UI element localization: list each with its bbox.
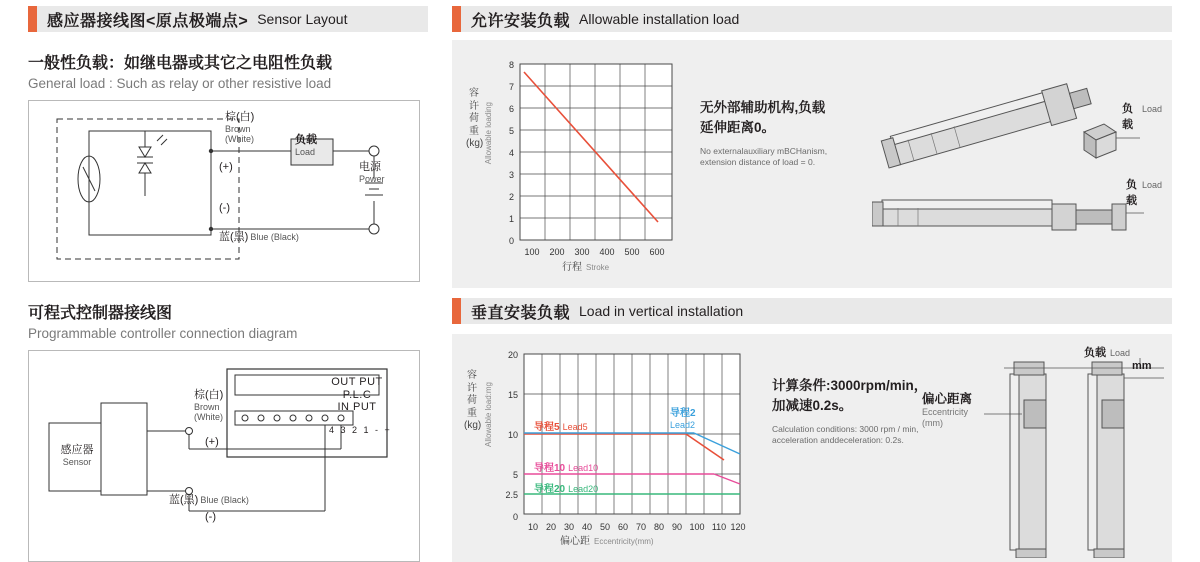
label-power-en: Power: [359, 173, 385, 184]
chart2-ylabel-en: Allowable load:mg: [484, 382, 493, 447]
actuator-load-cn-1: 负载: [1122, 103, 1133, 131]
label-blue-cn: 蓝(黑): [219, 231, 249, 243]
label-load: [295, 134, 317, 157]
svg-text:400: 400: [599, 247, 615, 257]
section-accent-bar-2: [452, 6, 461, 32]
eccentricity-unit: (mm): [922, 417, 943, 428]
legend-lead20: [534, 480, 598, 495]
allowable-load-chart-svg: [462, 50, 692, 280]
sensor-wiring-svg: [29, 101, 419, 281]
svg-text:30: 30: [563, 522, 575, 532]
label-power: [359, 161, 385, 184]
chart1-ylabel-ch1: 容: [469, 88, 479, 99]
actuator-illustrations: [872, 58, 1162, 268]
vertical-load-label: [1084, 344, 1130, 360]
vertical-load-cn: 负载: [1084, 347, 1106, 359]
load-charts-column: [452, 6, 1172, 562]
label-power-cn: 电源: [359, 161, 381, 173]
actuator-load-label-2: [1126, 176, 1162, 208]
vertical-load-en: Load: [1110, 348, 1131, 358]
vertical-actuator-illustration: [922, 344, 1170, 558]
chart2-xlabel: [560, 532, 654, 547]
label-plus: (+): [219, 161, 233, 173]
label-load-en: Load: [295, 146, 316, 157]
vertical-note-cn-2: 加减速0.2s。: [772, 398, 853, 414]
chart1-ylabel-ch4: 重: [469, 125, 479, 137]
allowable-load-note: [700, 98, 860, 168]
section-title-wrap-3: [461, 298, 1172, 324]
plc-brown-en1: Brown: [194, 401, 220, 412]
label-blue-en: Blue (Black): [250, 232, 299, 242]
allowable-note-cn-1: 无外部辅助机构,负载: [700, 100, 826, 115]
svg-text:300: 300: [574, 247, 590, 257]
vertical-load-panel: [452, 334, 1172, 562]
section-accent-bar-3: [452, 298, 461, 324]
label-brown-white: [225, 111, 254, 144]
label-load-cn: 负载: [295, 134, 317, 146]
actuator-load-en-2: Load: [1141, 180, 1162, 190]
svg-text:70: 70: [635, 522, 647, 532]
allowable-note-en-1: No externalauxiliary mBCHanism,: [700, 145, 828, 156]
chart1-ylabel-ch3: 荷: [469, 113, 479, 124]
plc-box-label: [297, 376, 417, 414]
svg-text:20: 20: [507, 350, 518, 360]
chart1-ylabel-en: Allowable loading: [484, 102, 493, 165]
chart1-ylabel-ch2: 许: [469, 100, 479, 112]
chart2-ylabel-cn: [464, 370, 480, 433]
plc-wiring-diagram: [28, 350, 420, 562]
plc-blue-en: Blue (Black): [200, 495, 249, 505]
legend-lead5-cn: 导程5: [534, 422, 560, 433]
chart2-xlabel-cn: 偏心距: [560, 536, 590, 547]
section-header-allowable-load: [452, 6, 1172, 32]
svg-text:1: 1: [508, 214, 514, 224]
svg-text:60: 60: [617, 522, 629, 532]
plc-label-blue: [169, 494, 249, 507]
sensor-layout-column: [28, 6, 428, 562]
svg-text:6: 6: [508, 104, 514, 114]
section-title-en: Sensor Layout: [257, 11, 348, 27]
vertical-note-en-2: acceleration anddeceleration: 0.2s.: [772, 434, 904, 445]
sensor-cn: 感应器: [60, 444, 94, 456]
svg-text:500: 500: [624, 247, 640, 257]
legend-lead20-cn: 导程20: [534, 484, 566, 495]
allowable-load-panel: [452, 40, 1172, 288]
chart1-ylabel-unit: (kg): [466, 138, 484, 149]
plc-label: P.L.C: [342, 388, 372, 401]
vertical-mm-label: mm: [1132, 360, 1152, 372]
actuator-load-label-1: [1122, 100, 1162, 132]
svg-text:0: 0: [512, 512, 518, 522]
svg-text:110: 110: [711, 522, 727, 532]
allowable-load-chart: [462, 50, 692, 280]
svg-text:5: 5: [512, 470, 518, 480]
eccentricity-cn: 偏心距离: [922, 392, 973, 406]
svg-text:7: 7: [508, 82, 514, 92]
section-title-cn-3: 垂直安装负载: [471, 304, 571, 322]
legend-lead5: [534, 418, 588, 433]
chart2-ylabel-ch3: 荷: [467, 395, 477, 406]
chart2-ylabel-ch4: 重: [467, 407, 477, 419]
vertical-load-chart: [462, 342, 762, 557]
actuator-load-cn-2: 负载: [1126, 179, 1137, 207]
legend-lead10-en: Lead10: [568, 463, 599, 473]
svg-text:120: 120: [730, 522, 746, 532]
label-minus: (-): [219, 202, 230, 214]
label-brown-cn: 棕(白): [225, 111, 255, 123]
allowable-note-en-2: extension distance of load = 0.: [700, 156, 816, 167]
legend-lead2-cn: 导程2: [670, 408, 696, 419]
plc-outlabel: OUT PUT: [331, 376, 383, 388]
svg-text:0: 0: [508, 236, 514, 246]
svg-text:50: 50: [599, 522, 611, 532]
plc-label-minus: (-): [205, 511, 216, 523]
plc-label-brown: [194, 389, 223, 422]
vertical-note-cn-1: 计算条件:3000rpm/min，: [772, 378, 928, 393]
plc-label-plus: (+): [205, 436, 219, 448]
svg-text:10: 10: [507, 430, 518, 440]
svg-text:5: 5: [508, 126, 514, 136]
chart1-ylabel-cn: [466, 88, 482, 151]
allowable-note-cn-2: 延伸距离0。: [700, 120, 776, 136]
eccentricity-en: Eccentricity: [922, 407, 969, 417]
legend-lead10: [534, 459, 598, 474]
vertical-actuator-svg: [964, 344, 1170, 558]
sensor-box-label: [55, 444, 99, 467]
section-header-sensor-layout: [28, 6, 428, 32]
section-title-wrap: [37, 6, 428, 32]
svg-text:200: 200: [549, 247, 565, 257]
svg-text:10: 10: [527, 522, 539, 532]
chart1-xlabel-cn: 行程: [562, 262, 582, 273]
label-brown-en2: (White): [225, 133, 254, 144]
plc-brown-cn: 棕(白): [194, 389, 224, 401]
chart2-ylabel-unit: (kg): [464, 420, 482, 431]
legend-lead2: [670, 408, 696, 430]
label-brown-en1: Brown: [225, 123, 251, 134]
chart2-xlabel-en: Eccentricity(mm): [594, 537, 654, 546]
section-title-en-2: Allowable installation load: [579, 11, 740, 27]
chart2-ylabel-ch1: 容: [467, 370, 477, 381]
general-load-title-en: General load : Such as relay or other resistive load: [28, 76, 332, 91]
svg-text:600: 600: [649, 247, 665, 257]
sensor-en: Sensor: [62, 456, 92, 467]
svg-text:2: 2: [508, 192, 514, 202]
svg-text:90: 90: [671, 522, 683, 532]
svg-text:100: 100: [524, 247, 540, 257]
actuator-load-en-1: Load: [1141, 104, 1162, 114]
general-load-title-cn: 一般性负载：如继电器或其它之电阻性负载: [28, 55, 333, 72]
legend-lead10-cn: 导程10: [534, 463, 566, 474]
chart1-xlabel: [562, 258, 609, 273]
plc-title-en: Programmable controller connection diagram: [28, 326, 298, 341]
legend-lead2-en: Lead2: [670, 419, 696, 430]
plc-inlabel: IN PUT: [337, 401, 377, 414]
plc-title-cn: 可程式控制器接线图: [28, 305, 173, 322]
svg-text:4: 4: [508, 148, 514, 158]
svg-text:100: 100: [689, 522, 705, 532]
svg-text:80: 80: [653, 522, 665, 532]
section-title-cn: 感应器接线图<原点极端点>: [47, 12, 249, 30]
svg-text:20: 20: [545, 522, 557, 532]
svg-text:2.5: 2.5: [505, 490, 518, 500]
plc-pin-numbers: 4 3 2 1 - +: [329, 425, 392, 435]
section-title-wrap-2: [461, 6, 1172, 32]
plc-blue-cn: 蓝(黑): [169, 494, 199, 506]
section-title-en-3: Load in vertical installation: [579, 303, 744, 319]
vertical-load-chart-svg: [462, 342, 762, 557]
section-title-cn-2: 允许安装负载: [471, 12, 571, 30]
actuator-svg: [872, 58, 1162, 268]
label-blue-black: [219, 231, 299, 244]
chart2-ylabel-ch2: 许: [467, 382, 477, 394]
svg-text:40: 40: [581, 522, 593, 532]
svg-text:3: 3: [508, 170, 514, 180]
svg-text:15: 15: [507, 390, 518, 400]
legend-lead20-en: Lead20: [568, 484, 599, 494]
eccentricity-label: [922, 392, 972, 429]
section-accent-bar: [28, 6, 37, 32]
plc-brown-en2: (White): [194, 411, 223, 422]
svg-text:8: 8: [508, 60, 514, 70]
sensor-wiring-diagram: [28, 100, 420, 282]
section-header-vertical-load: [452, 298, 1172, 324]
vertical-note-en-1: Calculation conditions: 3000 rpm / min,: [772, 423, 919, 434]
legend-lead5-en: Lead5: [562, 422, 588, 432]
chart1-xlabel-en: Stroke: [586, 263, 610, 272]
